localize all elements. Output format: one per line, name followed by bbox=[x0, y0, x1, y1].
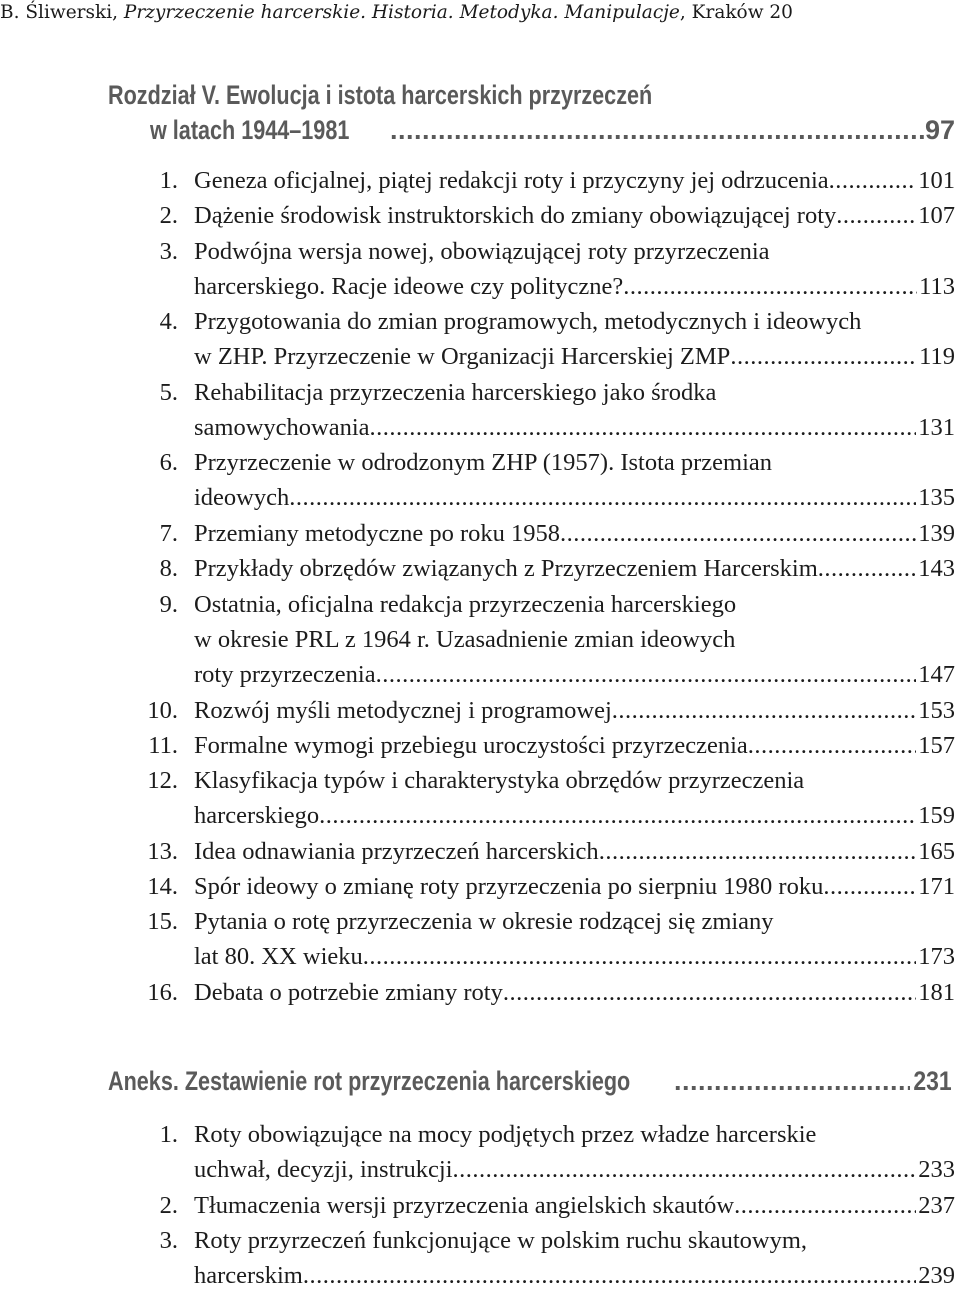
entry-page: 239 bbox=[918, 1261, 955, 1289]
toc-entry[interactable] bbox=[108, 904, 955, 974]
entry-text: Przemiany metodyczne po roku 1958 bbox=[194, 520, 561, 547]
toc-entry[interactable] bbox=[108, 1188, 955, 1223]
toc-entry[interactable] bbox=[108, 693, 955, 728]
entry-page: 173 bbox=[918, 943, 955, 971]
entry-text: Podwójna wersja nowej, obowiązującej roty przyrzeczenia bbox=[194, 237, 770, 265]
entry-number: 11. bbox=[148, 731, 178, 759]
entry-text: roty przyrzeczenia bbox=[194, 660, 376, 688]
entry-text: Dążenie środowisk instruktorskich do zmiany obowiązującej roty bbox=[194, 202, 837, 230]
dot-leader bbox=[376, 657, 917, 692]
entry-page: 119 bbox=[919, 343, 955, 371]
dot-leader bbox=[503, 975, 916, 1010]
entry-number: 7. bbox=[159, 520, 178, 547]
entry-text: harcerskiego. Racje ideowe czy polityczne? bbox=[194, 272, 624, 300]
entry-text: Geneza oficjalnej, piątej redakcji roty i przyczyny jej odrzucenia bbox=[194, 167, 829, 194]
entry-page: 147 bbox=[918, 660, 955, 688]
dot-leader bbox=[730, 339, 917, 374]
dot-leader bbox=[599, 834, 917, 869]
dot-leader bbox=[836, 198, 916, 233]
toc-entry[interactable] bbox=[108, 375, 955, 445]
dot-leader bbox=[674, 1066, 910, 1097]
toc-entry[interactable] bbox=[108, 198, 955, 233]
entry-number: 4. bbox=[159, 308, 178, 336]
entry-number: 3. bbox=[159, 1226, 178, 1254]
toc-entry[interactable] bbox=[108, 1117, 955, 1187]
dot-leader bbox=[453, 1152, 917, 1187]
entry-number: 2. bbox=[159, 202, 178, 230]
dot-leader bbox=[363, 939, 917, 974]
header-author: B. Śliwerski, bbox=[0, 2, 118, 23]
entry-page: 181 bbox=[918, 978, 955, 1006]
dot-leader bbox=[818, 551, 916, 586]
toc-entry[interactable] bbox=[108, 234, 955, 304]
entry-text: Spór ideowy o zmianę roty przyrzeczenia po sierpniu 1980 roku bbox=[194, 873, 824, 900]
entry-text: ideowych bbox=[194, 484, 290, 512]
entry-text: Pytania o rotę przyrzeczenia w okresie rodzącej się zmiany bbox=[194, 908, 774, 936]
entry-page: 107 bbox=[918, 202, 955, 230]
dot-leader bbox=[319, 798, 916, 833]
running-header bbox=[0, 2, 793, 23]
entry-text: Ostatnia, oficjalna redakcja przyrzeczenia harcerskiego bbox=[194, 590, 737, 618]
dot-leader bbox=[734, 1188, 916, 1223]
entry-text: Przykłady obrzędów związanych z Przyrzeczeniem Harcerskim bbox=[194, 555, 818, 583]
entry-page: 159 bbox=[918, 802, 955, 830]
entry-page: 131 bbox=[918, 413, 955, 441]
header-place: , Kraków 20 bbox=[679, 2, 793, 23]
entry-number: 8. bbox=[159, 555, 178, 583]
aneks-title: Aneks. Zestawienie rot przyrzeczenia harcerskiego bbox=[108, 1066, 631, 1096]
toc-entry[interactable] bbox=[108, 551, 955, 586]
toc-entry[interactable] bbox=[108, 516, 955, 551]
entry-page: 233 bbox=[918, 1156, 955, 1183]
entry-text: Formalne wymogi przebiegu uroczystości przyrzeczenia bbox=[194, 731, 748, 759]
dot-leader bbox=[748, 728, 916, 763]
entry-text: Przyrzeczenie w odrodzonym ZHP (1957). Istota przemian bbox=[194, 449, 773, 477]
toc-entry[interactable] bbox=[108, 763, 955, 833]
header-title: Przyrzeczenie harcerskie. Historia. Metodyka. Manipulacje bbox=[123, 2, 680, 23]
entry-page: 153 bbox=[918, 696, 955, 724]
entry-page: 171 bbox=[918, 873, 955, 900]
toc-entry[interactable] bbox=[108, 728, 955, 763]
entry-page: 113 bbox=[919, 272, 955, 300]
chapter-title: Rozdział V. Ewolucja i istota harcerskich przyrzeczeń bbox=[108, 80, 653, 110]
entry-text: Debata o potrzebie zmiany roty bbox=[194, 978, 503, 1006]
entry-number: 9. bbox=[159, 590, 178, 618]
dot-leader bbox=[289, 480, 916, 515]
entry-page: 101 bbox=[918, 167, 955, 194]
entry-number: 13. bbox=[147, 837, 178, 865]
entry-number: 12. bbox=[147, 767, 178, 795]
dot-leader bbox=[612, 693, 916, 728]
entry-page: 139 bbox=[918, 520, 955, 547]
dot-leader bbox=[370, 410, 917, 445]
chapter-subtitle: w latach 1944–1981 bbox=[150, 115, 350, 145]
entry-text: Roty obowiązujące na mocy podjętych przez władze harcerskie bbox=[194, 1121, 817, 1148]
entry-text: Rehabilitacja przyrzeczenia harcerskiego jako środka bbox=[194, 378, 717, 406]
entry-number: 6. bbox=[159, 449, 178, 477]
dot-leader bbox=[390, 115, 925, 146]
entry-text: samowychowania bbox=[194, 413, 370, 441]
entry-text: w ZHP. Przyrzeczenie w Organizacji Harcerskiej ZMP bbox=[194, 343, 731, 371]
entry-number: 15. bbox=[147, 908, 178, 936]
entry-text: Idea odnawiania przyrzeczeń harcerskich bbox=[194, 837, 599, 865]
toc-entry[interactable] bbox=[108, 304, 955, 374]
entry-page: 135 bbox=[918, 484, 955, 512]
entry-number: 14. bbox=[147, 873, 178, 900]
entry-text: Rozwój myśli metodycznej i programowej bbox=[194, 696, 612, 724]
entry-page: 157 bbox=[918, 731, 955, 759]
entry-text: Tłumaczenia wersji przyrzeczenia angielskich skautów bbox=[194, 1191, 735, 1219]
dot-leader bbox=[623, 269, 917, 304]
entry-text: harcerskiego bbox=[194, 802, 320, 830]
dot-leader bbox=[303, 1258, 916, 1293]
chapter-title-line2 bbox=[150, 115, 955, 146]
entry-text: lat 80. XX wieku bbox=[194, 943, 363, 971]
toc-entry[interactable] bbox=[108, 834, 955, 869]
toc-entry[interactable] bbox=[108, 587, 955, 692]
dot-leader bbox=[829, 163, 917, 198]
toc-entry[interactable] bbox=[108, 1223, 955, 1293]
toc-entry[interactable] bbox=[108, 869, 955, 904]
entry-number: 10. bbox=[147, 696, 178, 724]
entry-number: 2. bbox=[159, 1191, 178, 1219]
entry-text: w okresie PRL z 1964 r. Uzasadnienie zmian ideowych bbox=[194, 625, 736, 653]
entry-text: uchwał, decyzji, instrukcji bbox=[194, 1156, 453, 1183]
entry-page: 165 bbox=[918, 837, 955, 865]
entry-text: Klasyfikacja typów i charakterystyka obrzędów przyrzeczenia bbox=[194, 767, 805, 795]
dot-leader bbox=[823, 869, 916, 904]
toc-entry[interactable] bbox=[108, 445, 955, 515]
toc-entry[interactable] bbox=[108, 975, 955, 1010]
entry-text: harcerskim bbox=[194, 1261, 303, 1289]
entry-number: 16. bbox=[147, 978, 178, 1006]
chapter-page: 97 bbox=[924, 115, 955, 145]
entry-number: 1. bbox=[159, 167, 178, 194]
entry-number: 1. bbox=[159, 1121, 178, 1148]
entry-number: 3. bbox=[159, 237, 178, 265]
aneks-page: 231 bbox=[913, 1066, 952, 1096]
entry-number: 5. bbox=[159, 378, 178, 406]
dot-leader bbox=[560, 516, 916, 551]
toc-entry[interactable] bbox=[108, 163, 955, 198]
entry-page: 237 bbox=[918, 1191, 955, 1219]
entry-text: Roty przyrzeczeń funkcjonujące w polskim ruchu skautowym, bbox=[194, 1226, 808, 1254]
aneks-heading bbox=[108, 1066, 955, 1097]
entry-text: Przygotowania do zmian programowych, metodycznych i ideowych bbox=[194, 308, 862, 336]
entry-page: 143 bbox=[918, 555, 955, 583]
